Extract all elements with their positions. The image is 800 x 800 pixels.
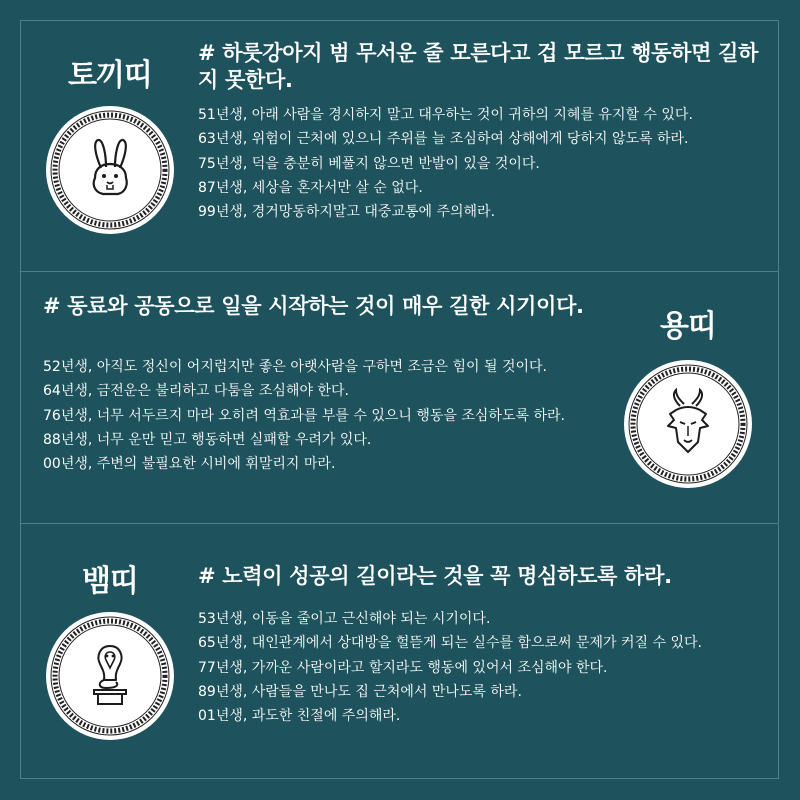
fortune-line: 53년생, 이동을 줄이고 근신해야 되는 시기이다.: [198, 611, 491, 627]
fortune-heading: # 노력이 성공의 길이라는 것을 꼭 명심하도록 하라.: [198, 564, 672, 588]
fortune-line: 63년생, 위험이 근처에 있으니 주위를 늘 조심하여 상해에게 당하지 않도록 하라.: [198, 131, 689, 148]
fortune-line: 87년생, 세상을 혼자서만 살 순 없다.: [198, 179, 423, 196]
fortune-list: [43, 355, 618, 476]
rabbit-medallion: [46, 106, 174, 234]
fortune-list: [198, 103, 768, 224]
section-divider: [20, 523, 779, 524]
fortune-line: 77년생, 가까운 사람이라고 할지라도 행동에 있어서 조심해야 한다.: [198, 659, 608, 676]
fortune-heading: # 동료와 공동으로 일을 시작하는 것이 매우 길한 시기이다.: [43, 294, 584, 318]
fortune-line: 52년생, 아직도 정신이 어지럽지만 좋은 아랫사람을 구하면 조금은 힘이 될 것이다.: [43, 359, 547, 375]
fortune-line: 76년생, 너무 서두르지 마라 오히려 역효과를 부를 수 있으니 행동을 조심하도록 하라.: [43, 407, 565, 424]
fortune-list: [198, 607, 773, 728]
snake-icon: [46, 612, 174, 740]
fortune-line: 51년생, 아래 사람을 경시하지 말고 대우하는 것이 귀하의 지혜를 유지할 수 있다.: [198, 107, 693, 123]
fortune-line: 64년생, 금전운은 불리하고 다툼을 조심해야 한다.: [43, 383, 349, 400]
fortune-line: 65년생, 대인관계에서 상대방을 헐뜯게 되는 실수를 함으로써 문제가 커질 수 있다.: [198, 635, 702, 652]
fortune-heading: # 하룻강아지 범 무서운 줄 모른다고 겁 모르고 행동하면 길하지 못한다.: [198, 41, 759, 92]
rabbit-icon: [46, 106, 174, 234]
section-divider: [20, 271, 779, 272]
fortune-line: 89년생, 사람들을 만나도 집 근처에서 만나도록 하라.: [198, 683, 522, 700]
fortune-line: 88년생, 너무 운만 믿고 행동하면 실패할 우려가 있다.: [43, 431, 372, 448]
snake-medallion: [46, 612, 174, 740]
zodiac-name: 용띠: [660, 309, 716, 344]
zodiac-name: 뱀띠: [82, 564, 138, 599]
dragon-icon: [624, 360, 752, 488]
fortune-line: 75년생, 덕을 충분히 베풀지 않으면 반발이 있을 것이다.: [198, 155, 540, 172]
fortune-line: 01년생, 과도한 친절에 주의해라.: [198, 708, 401, 725]
dragon-medallion: [624, 360, 752, 488]
fortune-line: 99년생, 경거망동하지말고 대중교통에 주의해라.: [198, 204, 496, 221]
fortune-line: 00년생, 주변의 불필요한 시비에 휘말리지 마라.: [43, 456, 336, 473]
zodiac-name: 토끼띠: [68, 58, 152, 93]
